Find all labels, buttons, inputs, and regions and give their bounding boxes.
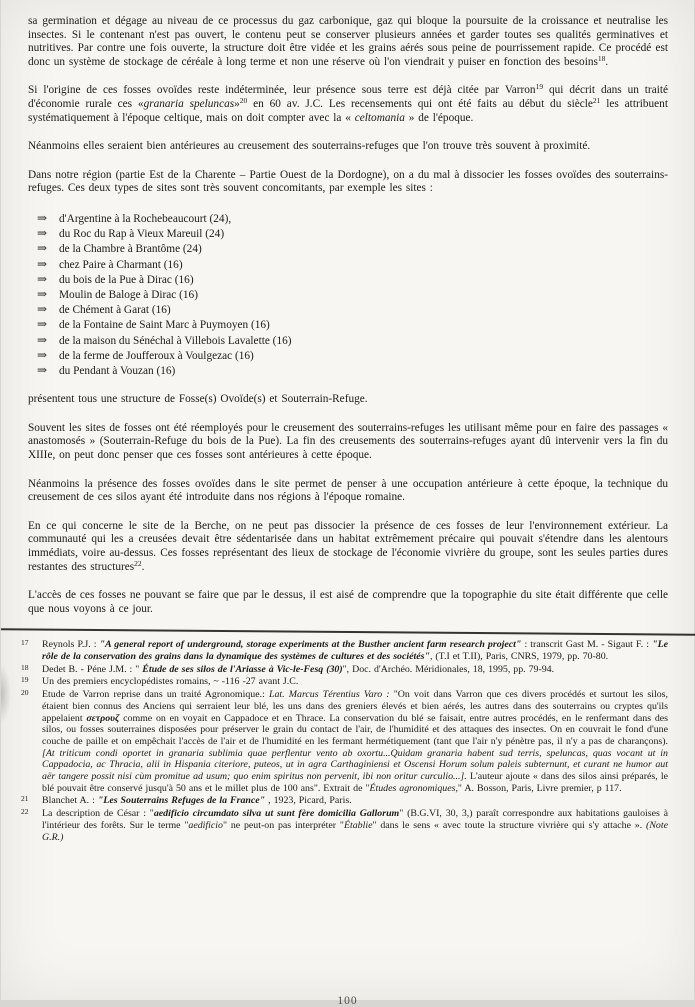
page-content (21, 15, 669, 844)
footnote-text: Un des premiers encyclopédistes romains, ~ -116 -27 avant J.C. (42, 676, 299, 688)
footnote-text: Etude de Varron reprise dans un traité Agronomique.: Lat. Marcus Térentius Varo : "On voit dans Varron que ces divers procédés et surtout les silos, étaient bien connus des Anciens qui serraient leur blé, les uns dans des greniers élevés et bien aérés, les autres dans des souterrains ou cryptes qu'ils appelaient σετρουζ comme on en voyait en Cappadoce et en Thrace. La conservation du blé se faisait, entre autres procédés, en le renfermant dans des silos, ou fosses souterraines disposées pour préserver le grain du contact de l'air, de l'humidité et des attaques des insectes. On en couvrait le fond d'une couche de paille et on empêchait l'accès de l'air et de l'humidité en les fermant hermétiquement (tant que l'air n'y pénètre pas, il n'y a pas de charançons). [At triticum condi oportet in granaria sublimia quae perflentur vento ab oxortu...Quidam granaria habent sud terris, speluncas, quas vocant ut in Cappadocia, ac Thracia, alii in Hispania citeriore, puteos, ut in agra Carthaginiensi et Oscensi Horum solum paleis subternunt, et curant ne humor aut aër tangere possit nisi cùm promitue ad usum; quo enim spiritus non pervenit, ibi non oritur curculio...]. L'auteur ajoute « dans des silos ainsi préparés, le blé pouvait être conservé jusqu'à 50 ans et le millet plus de 100 ans". Extrait de "Études agronomiques," A. Bosson, Paris, Livre premier, p 117. (42, 689, 669, 794)
site-item-label: du Roc du Rap à Vieux Mareuil (24) (59, 228, 225, 241)
body-paragraph: En ce qui concerne le site de la Berche, on ne peut pas dissocier la présence de ces fosses de leur l'environnement extérieur. La communauté qui les a creusées devait être sédentarisée dans un habitat extrêmement précaire qui pouvait s'étendre dans les alentours immédiats, voire au-dessus. Ces fosses représentant des lieux de stockage de l'économie vivrière du groupe, sont les seules parties dures restantes des structures$^{22}$. (28, 519, 668, 573)
footnote-number: 17 (21, 638, 29, 648)
arrow-right-icon: ⇒ (37, 271, 48, 286)
site-list-item (28, 348, 668, 363)
arrow-right-icon: ⇒ (37, 241, 48, 256)
body-paragraph: sa germination et dégage au niveau de ce processus du gaz carbonique, gaz qui bloque la poursuite de la croissance et neutralise les insectes. Si le contenant n'est pas ouvert, le contenu peut se conserver plusieurs années et garder toutes ses qualités germinatives et nutritives. Par contre une fois ouverte, la structure doit être vidée et les grains aérés sous peine de pourrissement rapide. Ce procédé est donc un système de stockage de céréale à long terme et non une réserve où l'on viendrait y puiser en fonction des besoins$^{18}$. (28, 15, 668, 68)
site-list-item (28, 333, 668, 348)
arrow-right-icon: ⇒ (37, 347, 48, 362)
footnote-text: Blanchet A. : "Les Souterrains Refuges de la France" , 1923, Picard, Paris. (42, 795, 352, 807)
site-list-item (28, 302, 668, 317)
arrow-right-icon: ⇒ (37, 362, 48, 377)
footnote-number: 18 (21, 662, 29, 672)
footnote (21, 638, 669, 662)
arrow-right-icon: ⇒ (37, 332, 48, 347)
footnote-number: 19 (21, 675, 29, 685)
body-paragraph: Néanmoins la présence des fosses ovoïdes dans le site permet de penser à une occupation antérieure à cette époque, la technique du creusement de ces silos ayant été introduite dans nos régions à l'époque romaine. (28, 477, 668, 504)
site-item-label: de la Fontaine de Saint Marc à Puymoyen (16) (59, 319, 270, 332)
footnote-number: 20 (21, 688, 29, 698)
sites-list (28, 211, 668, 378)
body-paragraph: Dans notre région (partie Est de la Charente – Partie Ouest de la Dordogne), on a du mal à dissocier les fosses ovoïdes des souterrains-refuges. Ces deux types de sites sont très souvent concomitants, par exemple les sites : (28, 168, 668, 195)
body-paragraph: L'accès de ces fosses ne pouvant se faire que par le dessus, il est aisé de comprendre que la topographie du site était différente que celle que nous voyons à ce jour. (28, 589, 668, 615)
arrow-right-icon: ⇒ (37, 210, 48, 225)
body-paragraph: présentent tous une structure de Fosse(s) Ovoïde(s) et Souterrain-Refuge. (28, 393, 368, 406)
footnotes-section (21, 638, 669, 843)
site-item-label: de la ferme de Joufferoux à Voulgezac (16) (59, 349, 254, 362)
footnote (21, 807, 669, 843)
body-paragraph: Si l'origine de ces fosses ovoïdes reste indéterminée, leur présence sous terre est déjà citée par Varron$^{19}$ qui décrit dans un traité d'économie rurale ces «granaria speluncas»$^{20}$ en 60 av. J.C. Les recensements qui ont été faits au début du siècle$^{21}$ les attribuent systématiquement à l'époque celtique, mais on doit compter avec la « celtomania » de l'époque. (28, 82, 668, 124)
arrow-right-icon: ⇒ (37, 317, 48, 332)
site-list-item (28, 287, 668, 302)
site-item-label: de Chément à Garat (16) (59, 304, 171, 317)
scan-smudge (1, 664, 11, 724)
site-item-label: de la Chambre à Brantôme (24) (59, 243, 202, 256)
footnote (21, 794, 668, 807)
body-paragraph: Souvent les sites de fosses ont été réemployés pour le creusement des souterrains-refuges les utilisant même pour en faire des passages « anastomosés » (Souterrain-Refuge du bois de la Pue). La fin des creusements des souterrains-refuges ayant dû intervenir vers la fin du XIIIe, on peut donc penser que ces fosses sont antérieures à cette époque. (28, 421, 668, 461)
site-item-label: de la maison du Sénéchal à Villebois Lavalette (16) (59, 334, 292, 347)
site-item-label: du bois de la Pue à Dirac (16) (59, 273, 194, 286)
site-list-item (28, 257, 668, 272)
site-list-item (28, 226, 668, 241)
site-item-label: Moulin de Baloge à Dirac (16) (59, 288, 198, 301)
arrow-right-icon: ⇒ (37, 302, 48, 317)
scanned-document-page (1, 0, 694, 1007)
footnote-separator (1, 629, 695, 636)
footnote-number: 22 (21, 807, 29, 817)
page-number: 100 (337, 995, 358, 1007)
body-paragraph: Néanmoins elles seraient bien antérieures au creusement des souterrains-refuges que l'on trouve très souvent à proximité. (28, 140, 591, 153)
footnote-number: 21 (21, 794, 29, 804)
arrow-right-icon: ⇒ (37, 286, 48, 301)
site-item-label: d'Argentine à la Rochebeaucourt (24), (59, 212, 232, 225)
site-list-item (28, 241, 668, 256)
footnote-text: La description de César : "aedificio circumdato silva ut sunt fère domicilia Gallorum" (B.G.VI, 30, 3,) paraît correspondre aux habitations gauloises à l'intérieur des forêts. Sur le terme "aedificio" ne peut-on pas interpréter "Établie" dans le sens « avec toute la structure vivrière qui s'y attache ». (Note G.R.) (42, 808, 669, 843)
footnote (21, 675, 668, 688)
footnote (21, 688, 669, 794)
site-item-label: chez Paire à Charmant (16) (59, 258, 183, 271)
arrow-right-icon: ⇒ (37, 226, 48, 241)
site-list-item (28, 317, 668, 332)
site-item-label: du Pendant à Vouzan (16) (59, 364, 176, 377)
footnote (21, 662, 668, 676)
footnote-text: Reynols P.J. : "A general report of underground, storage experiments at the Busther ancient farm research project" : transcrit Gast M. - Sigaut F. : "Le rôle de la conservation des grains dans la dynamique des systèmes de cultures et des sociétés", (T.I et T.II), Paris, CNRS, 1979, pp. 70-80. (42, 639, 669, 662)
arrow-right-icon: ⇒ (37, 256, 48, 271)
footnote-text: Dedet B. - Péne J.M. : " Étude de ses silos de l'Ariasse à Vic-le-Fesq (30)", Doc. d'Archéo. Méridionales, 18, 1995, pp. 79-94. (42, 663, 555, 675)
site-list-item (28, 363, 668, 378)
site-list-item (28, 211, 668, 226)
site-list-item (28, 272, 668, 287)
